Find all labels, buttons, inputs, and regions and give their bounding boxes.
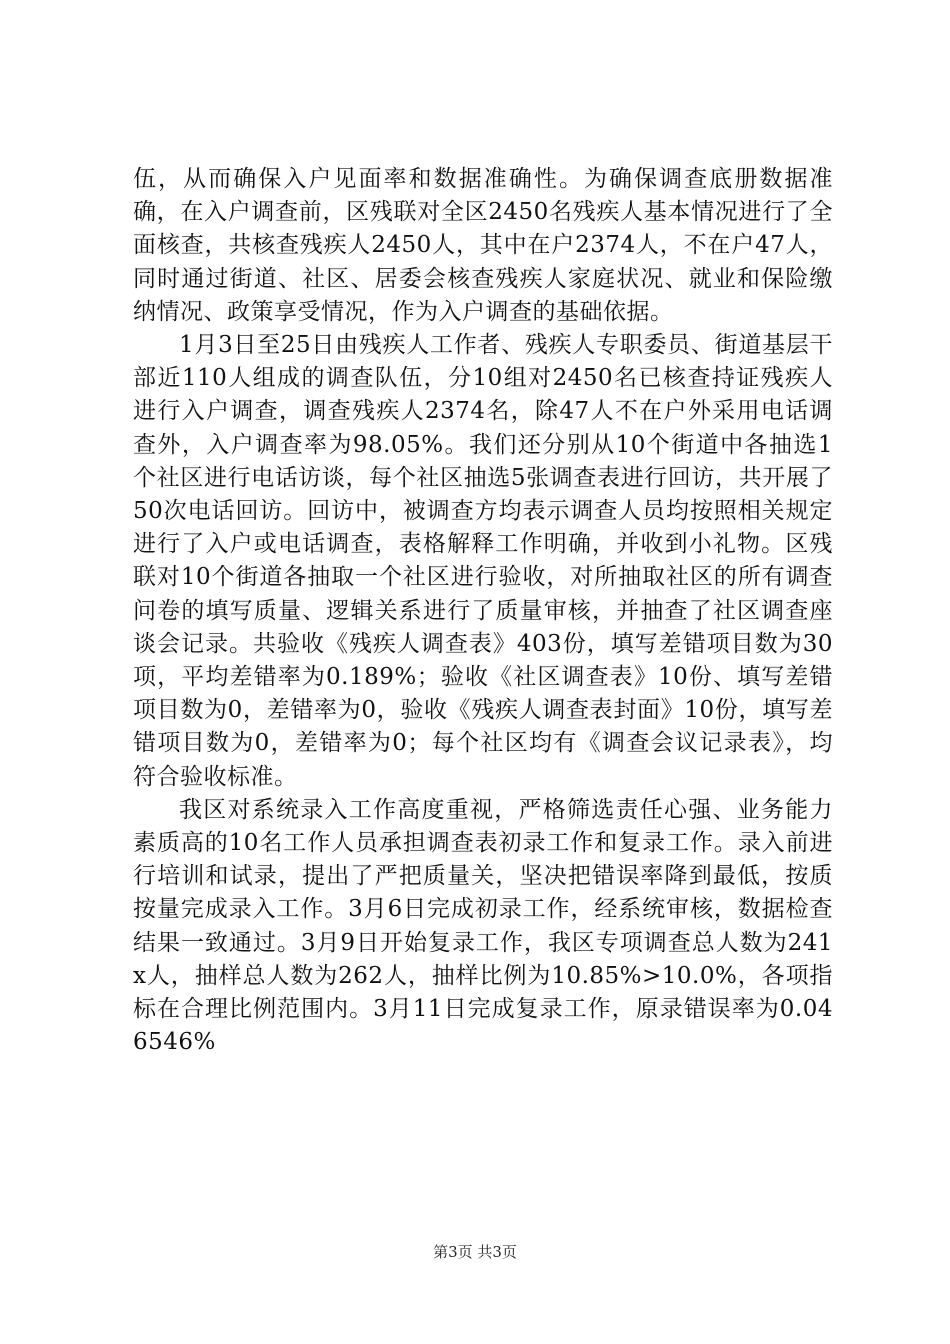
paragraph-data-entry: 我区对系统录入工作高度重视，严格筛选责任心强、业务能力素质高的10名工作人员承担调查表初录工作和复录工作。录入前进行培训和试录，提出了严把质量关，坚决把错误率降到最低，按质按量完成录入工作。3月6日完成初录工作，经系统审核，数据检查结果一致通过。3月9日开始复录工作，我区专项调查总人数为241x人，抽样总人数为262人，抽样比例为10.85%>10.0%，各项指标在合理比例范围内。3月11日完成复录工作，原录错误率为0.046546% [133, 796, 833, 1056]
document-body [133, 163, 833, 1059]
page-number-footer: 第3页 共3页 [433, 1243, 517, 1261]
paragraph-continuation: 伍，从而确保入户见面率和数据准确性。为确保调查底册数据准确，在入户调查前，区残联对全区2450名残疾人基本情况进行了全面核查，共核查残疾人2450人，其中在户2374人，不在户47人，同时通过街道、社区、居委会核查残疾人家庭状况、就业和保险缴纳情况、政策享受情况，作为入户调查的基础依据。 [133, 166, 833, 325]
paragraph-survey-process: 1月3日至25日由残疾人工作者、残疾人专职委员、街道基层干部近110人组成的调查队伍，分10组对2450名已核查持证残疾人进行入户调查，调查残疾人2374名，除47人不在户外采用电话调查外，入户调查率为98.05%。我们还分别从10个街道中各抽选1个社区进行电话访谈，每个社区抽选5张调查表进行回访，共开展了50次电话回访。回访中，被调查方均表示调查人员均按照相关规定进行了入户或电话调查，表格解释工作明确，并收到小礼物。区残联对10个街道各抽取一个社区进行验收，对所抽取社区的所有调查问卷的填写质量、逻辑关系进行了质量审核，并抽查了社区调查座谈会记录。共验收《残疾人调查表》403份，填写差错项目数为30项，平均差错率为0.189%；验收《社区调查表》10份、填写差错项目数为0，差错率为0，验收《残疾人调查表封面》10份，填写差错项目数为0，差错率为0；每个社区均有《调查会议记录表》，均符合验收标准。 [133, 332, 833, 790]
